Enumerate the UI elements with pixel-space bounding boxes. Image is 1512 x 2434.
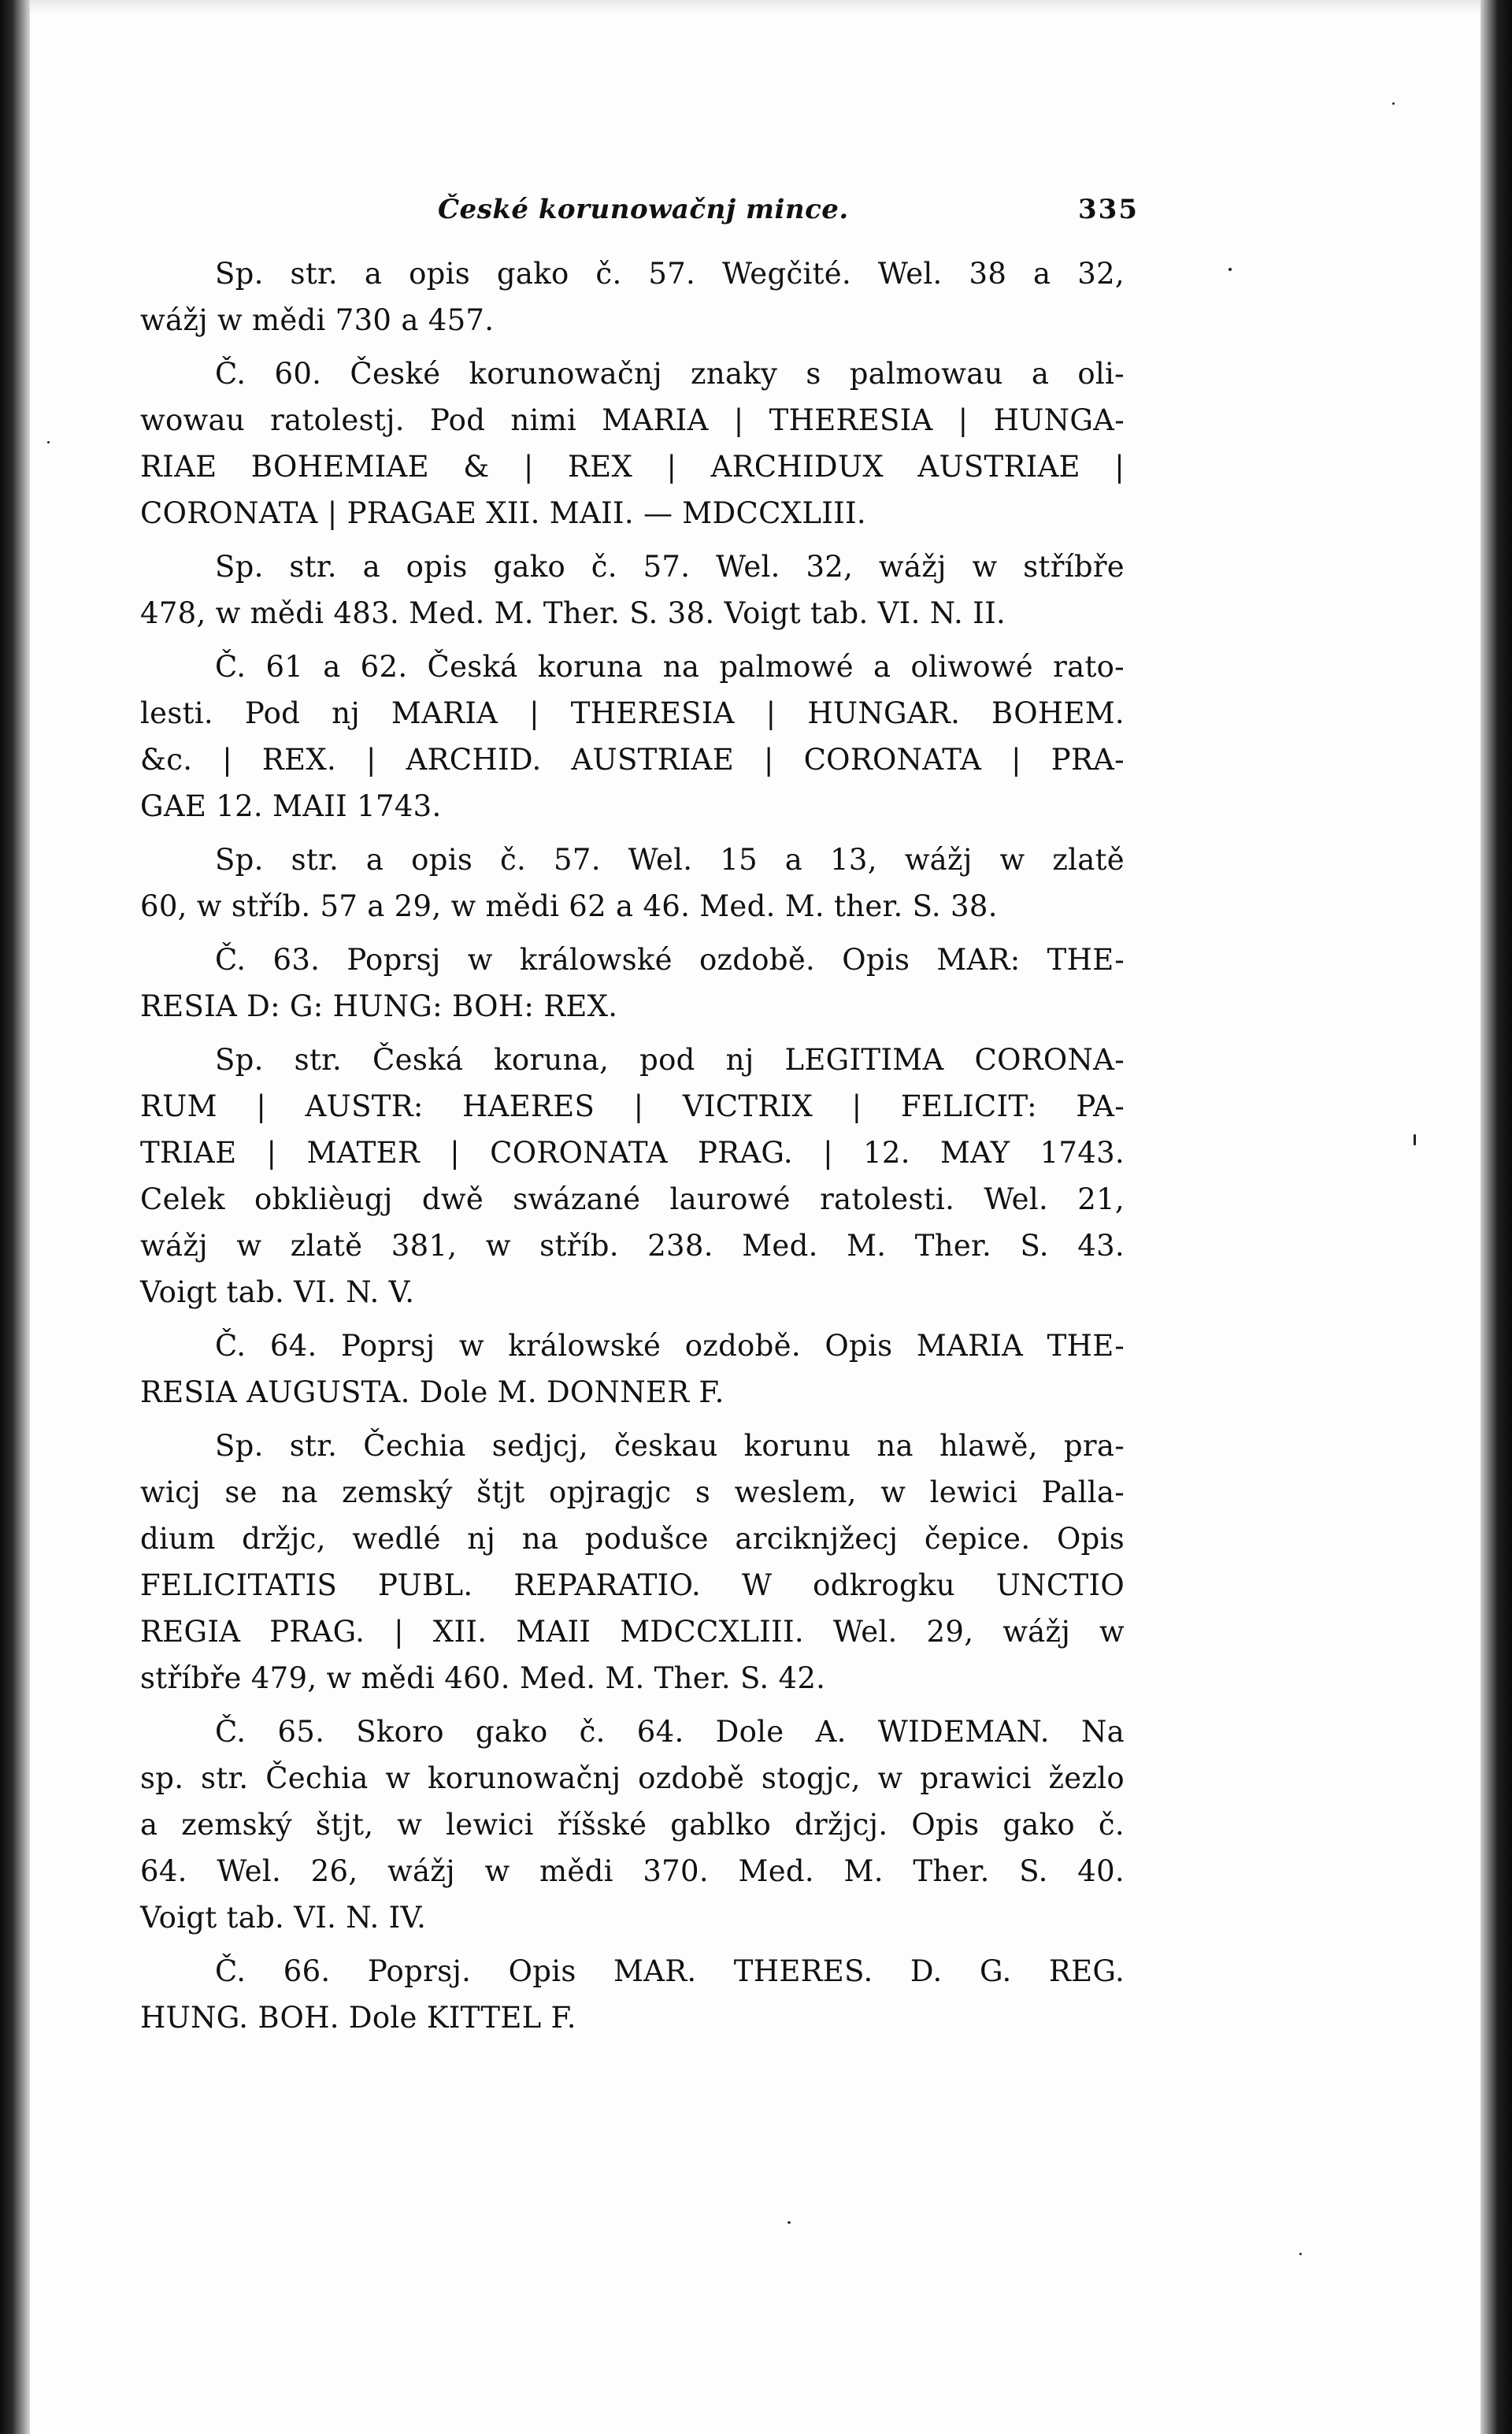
scan-speck (47, 441, 50, 443)
text-line: dium držjc, wedlé nj na podušce arciknjžecj čepice. Opis (140, 1522, 1125, 1556)
paragraph (140, 1709, 1125, 1941)
text-line: &c. | REX. | ARCHID. AUSTRIAE | CORONATA | PRA- (140, 743, 1125, 777)
text-line: 64. Wel. 26, wážj w mědi 370. Med. M. Ther. S. 40. (140, 1854, 1125, 1888)
text-line: stříbře 479, w mědi 460. Med. M. Ther. S. 42. (140, 1661, 826, 1695)
text-line: Č. 61 a 62. Česká koruna na palmowé a oliwowé rato- (215, 650, 1125, 684)
header-title: České korunowačnj mince. (438, 194, 849, 225)
paragraph (140, 250, 1125, 343)
text-line: RESIA AUGUSTA. Dole M. DONNER F. (140, 1375, 724, 1409)
scan-edge-top (0, 0, 1512, 16)
text-line: wážj w zlatě 381, w stříb. 238. Med. M. Ther. S. 43. (140, 1229, 1125, 1263)
paragraph (140, 937, 1125, 1030)
text-line: Č. 60. České korunowačnj znaky s palmowau a oli- (215, 357, 1125, 391)
text-line: RUM | AUSTR: HAERES | VICTRIX | FELICIT: PA- (140, 1089, 1125, 1123)
text-line: sp. str. Čechia w korunowačnj ozdobě stogjc, w prawici žezlo (140, 1761, 1125, 1795)
text-line: RIAE BOHEMIAE & | REX | ARCHIDUX AUSTRIAE | (140, 450, 1125, 484)
text-line: Sp. str. Čechia sedjcj, českau korunu na hlawě, pra- (215, 1429, 1125, 1463)
text-line: Sp. str. a opis gako č. 57. Wel. 32, wážj w stříbře (215, 550, 1125, 584)
paragraph (140, 351, 1125, 536)
body-text (140, 250, 1125, 2048)
scan-speck (1414, 1134, 1416, 1145)
paragraph (140, 644, 1125, 829)
text-line: Sp. str. a opis č. 57. Wel. 15 a 13, wážj w zlatě (215, 843, 1125, 877)
text-line: Č. 64. Poprsj w králowské ozdobě. Opis MARIA THE- (215, 1329, 1125, 1363)
text-line: Sp. str. Česká koruna, pod nj LEGITIMA CORONA- (215, 1043, 1125, 1077)
text-line: TRIAE | MATER | CORONATA PRAG. | 12. MAY 1743. (140, 1136, 1125, 1170)
text-line: wowau ratolestj. Pod nimi MARIA | THERESIA | HUNGA- (140, 403, 1125, 437)
text-line: Č. 65. Skoro gako č. 64. Dole A. WIDEMAN. Na (215, 1715, 1125, 1749)
text-line: lesti. Pod nj MARIA | THERESIA | HUNGAR. BOHEM. (140, 696, 1125, 730)
scan-speck (1299, 2253, 1302, 2255)
scan-edge-right (1480, 0, 1512, 2434)
text-line: Voigt tab. VI. N. IV. (140, 1901, 427, 1935)
page-number: 335 (1078, 194, 1139, 225)
paragraph (140, 544, 1125, 636)
text-line: RESIA D: G: HUNG: BOH: REX. (140, 989, 618, 1023)
paragraph (140, 1323, 1125, 1416)
scan-speck (1392, 102, 1395, 105)
text-line: wážj w mědi 730 a 457. (140, 303, 495, 337)
text-line: FELICITATIS PUBL. REPARATIO. W odkrogku UNCTIO (140, 1568, 1125, 1602)
scan-edge-left (0, 0, 30, 2434)
text-line: a zemský štjt, w lewici říšské gablko držjcj. Opis gako č. (140, 1808, 1125, 1842)
text-line: wicj se na zemský štjt opjragjc s weslem, w lewici Palla- (140, 1475, 1125, 1509)
text-line: Celek obklièugj dwě swázané laurowé ratolesti. Wel. 21, (140, 1182, 1125, 1216)
text-line: HUNG. BOH. Dole KITTEL F. (140, 2001, 576, 2035)
text-line: REGIA PRAG. | XII. MAII MDCCXLIII. Wel. 29, wážj w (140, 1615, 1125, 1649)
scanned-page (30, 16, 1480, 2426)
paragraph (140, 837, 1125, 929)
scan-speck (1228, 268, 1232, 271)
text-line: CORONATA | PRAGAE XII. MAII. — MDCCXLIII. (140, 496, 866, 530)
paragraph (140, 1948, 1125, 2041)
text-line: Č. 66. Poprsj. Opis MAR. THERES. D. G. REG. (215, 1954, 1125, 1988)
text-line: Č. 63. Poprsj w králowské ozdobě. Opis MAR: THE- (215, 943, 1125, 977)
text-line: 478, w mědi 483. Med. M. Ther. S. 38. Voigt tab. VI. N. II. (140, 596, 1006, 630)
paragraph (140, 1423, 1125, 1701)
paragraph (140, 1037, 1125, 1315)
scan-speck (788, 2221, 791, 2224)
text-line: 60, w stříb. 57 a 29, w mědi 62 a 46. Med. M. ther. S. 38. (140, 889, 998, 923)
running-header (406, 194, 1139, 233)
text-line: Sp. str. a opis gako č. 57. Wegčité. Wel. 38 a 32, (215, 257, 1125, 291)
text-line: Voigt tab. VI. N. V. (140, 1275, 415, 1309)
text-line: GAE 12. MAII 1743. (140, 789, 442, 823)
